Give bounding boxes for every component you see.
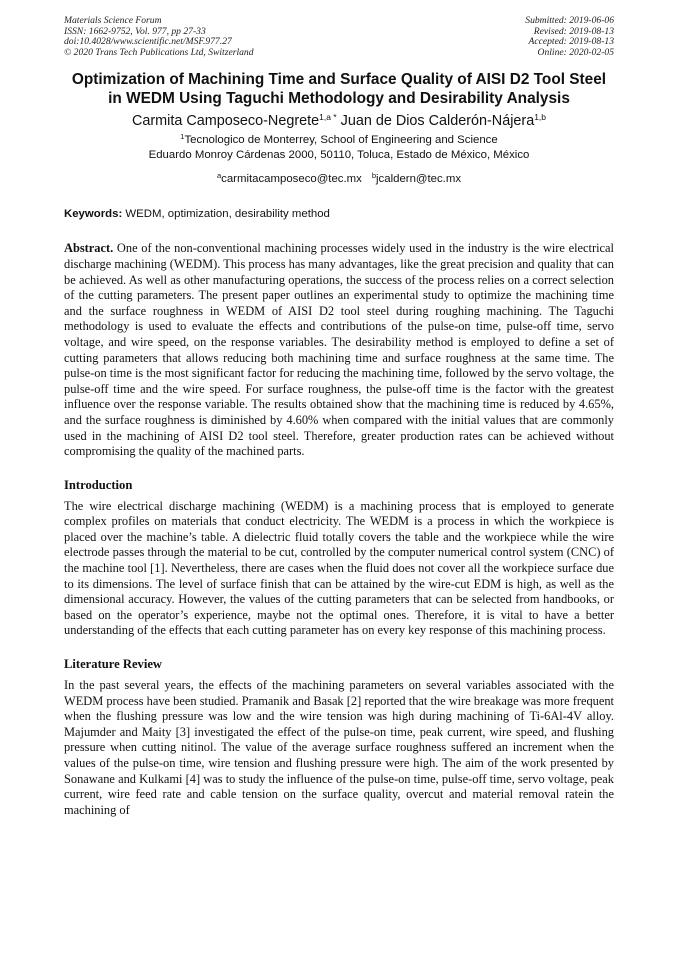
affiliation [64,133,614,163]
introduction-paragraph: The wire electrical discharge machining (WEDM) is a machining process that is employed to generate complex profiles on materials that conduct electricity. The WEDM is a process in which the workpiece is placed over the machine’s table. A dielectric fluid totally covers the table and the workpiece while the wire electrode passes through the material to be cut, controlled by the computer numerical control system (CNC) of the machine tool [1]. Nevertheless, there are cases when the fluid does not cover all the workpiece surface due to its dimensions. The level of surface finish that can be attained by the wire-cut EDM is high, as well as the dimensional accuracy. However, the values of the cutting parameters that can be selected from handbooks, or based on the operator’s experience, maybe not the optimal ones. Therefore, it is vital to have a better understanding of the effects that each cutting parameter has on every key response of this machining process. [64,498,614,638]
abstract [64,241,614,459]
online-date: Online: 2020-02-05 [537,46,614,58]
dates-info [525,16,614,58]
author-name: Carmita Camposeco-Negrete [131,113,320,130]
keywords-text: WEDM, optimization, desirability method [125,208,330,221]
publication-info [64,16,254,58]
keywords [64,207,614,221]
email-marker: a [216,171,222,181]
issn-line: ISSN: 1662-9752, Vol. 977, pp 27-33 [64,25,206,37]
email-marker: b [371,171,377,181]
author-affiliation-marker: 1,a * [319,112,337,123]
affiliation-line-1: $^1$Tecnologico de Monterrey, School of Engineering and Science [180,132,498,147]
affiliation-marker: 1 [180,132,185,142]
email-a[interactable]: carmitacamposeco@tec.mx [221,173,362,186]
doi-line: doi:10.4028/www.scientific.net/MSF.977.27 [64,36,232,48]
paper-title: Optimization of Machining Time and Surface Quality of AISI D2 Tool Steel in WEDM Using Taguchi Methodology and Desirability Analysis [71,71,607,108]
authors-line [64,112,614,130]
journal-name: Materials Science Forum [64,15,162,26]
revised-date: Revised: 2019-08-13 [533,25,614,37]
literature-review-paragraph: In the past several years, the effects of the machining parameters on several variables associated with the WEDM process have been studied. Pramanik and Basak [2] reported that the wire breakage was more frequent when the flushing pressure was low and the wire tension was high during machining of Ti-6Al-4V alloy. Majumder and Maity [3] investigated the effect of the pulse-on time, peak current, wire speed, and flushing pressure when cutting nitinol. The value of the average surface roughness suffered an increment when the values of the pulse-on time, wire tension and flushing pressure were high. The aim of the work presented by Sonawane and Kulkami [4] was to study the influence of the pulse-on time, pulse-off time, servo voltage, peak current, wire feed rate and cable tension on the surface quality, overcut and material removal ratein the machining of [64,678,614,817]
copyright-line: © 2020 Trans Tech Publications Ltd, Switzerland [64,46,254,58]
keywords-label: Keywords: [64,208,123,221]
introduction-heading: Introduction [64,477,133,492]
literature-review-heading: Literature Review [64,657,163,672]
abstract-label: Abstract. [64,241,114,256]
accepted-date: Accepted: 2019-08-13 [528,36,614,48]
submitted-date: Submitted: 2019-06-06 [525,15,614,26]
affiliation-line-2: Eduardo Monroy Cárdenas 2000, 50110, Toluca, Estado de México, México [148,149,530,162]
email-b[interactable]: jcaldern@tec.mx [376,173,462,186]
header-metadata [64,16,614,58]
author-emails [64,172,614,186]
abstract-text: One of the non-conventional machining processes widely used in the industry is the wire electrical discharge machining (WEDM). This process has many advantages, like the great precision and quality that can be achieved. As well as other manufacturing operations, the success of the process relies on a correct selection of the cutting parameters. The present paper outlines an experimental study to optimize the machining time and the surface roughness in WEDM of AISI D2 tool steel during roughing machining. The Taguchi methodology is used to evaluate the effects and contributions of the pulse-on time, pulse-off time, servo voltage, and wire speed, on the response variables. The desirability method is employed to define a set of cutting parameters that allows reducing both machining time and surface roughness at the same time. The pulse-on time is the most significant factor for reducing the machining time, followed by the servo voltage, the pulse-off time and the wire speed. For surface roughness, the pulse-off time is the factor with the greatest influence over the response variable. The results obtained show that the machining time is reduced by 4.65%, and the surface roughness is diminished by 4.60% when compared with the initial values that are commonly used in the machining of AISI D2 tool steel. Therefore, greater production rates can be achieved without compromising the quality of the machined parts. [64,241,614,459]
author-name: Juan de Dios Calderón-Nájera [340,113,535,130]
author-affiliation-marker: 1,b [534,112,547,123]
